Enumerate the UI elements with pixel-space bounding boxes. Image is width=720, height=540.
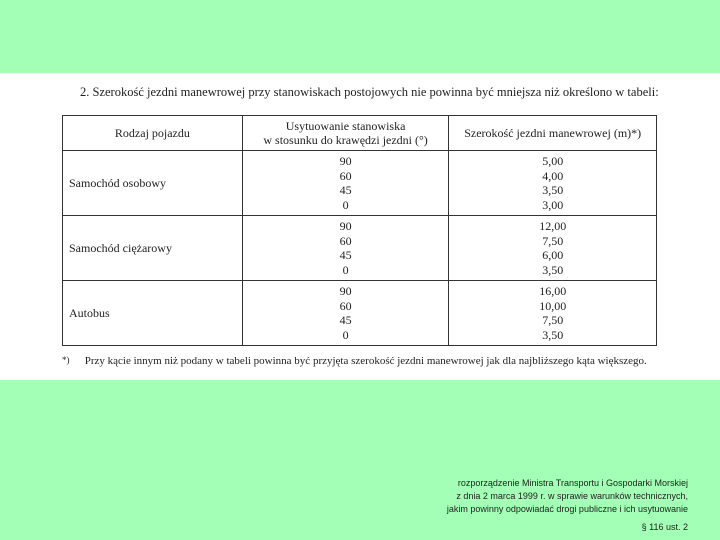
width-cell xyxy=(449,151,657,216)
angle-cell xyxy=(242,151,449,216)
vehicle-cell: Samochód osobowy xyxy=(63,151,243,216)
maneuver-width-table xyxy=(62,115,657,346)
angle-value: 0 xyxy=(342,262,349,277)
angle-cell xyxy=(242,281,449,346)
angle-value: 60 xyxy=(339,168,352,183)
width-value: 3,50 xyxy=(542,262,564,277)
header-vehicle-type: Rodzaj pojazdu xyxy=(63,116,243,151)
angle-value: 0 xyxy=(342,327,349,342)
angle-value: 45 xyxy=(339,313,352,327)
caption-line: jakim powinny odpowiadać drogi publiczne i ich usytuowanie xyxy=(446,504,688,514)
document-heading: 2. Szerokość jezdni manewrowej przy stanowiskach postojowych nie powinna być mniejsza niż określono w tabeli: xyxy=(80,85,659,99)
angle-value: 90 xyxy=(339,154,352,168)
table-row xyxy=(63,151,657,216)
angle-value: 45 xyxy=(339,183,352,197)
width-value: 7,50 xyxy=(542,233,564,248)
angle-value: 90 xyxy=(339,219,352,233)
width-cell xyxy=(449,216,657,281)
vehicle-cell: Autobus xyxy=(63,281,243,346)
header-width: Szerokość jezdni manewrowej (m)*) xyxy=(449,116,657,151)
width-value: 16,00 xyxy=(539,284,567,298)
table-footnote xyxy=(62,355,647,367)
header-position xyxy=(242,116,449,151)
angle-value: 60 xyxy=(339,298,352,313)
footnote-mark: *) xyxy=(62,355,70,365)
angle-value: 60 xyxy=(339,233,352,248)
width-value: 10,00 xyxy=(539,298,567,313)
angle-cell xyxy=(242,216,449,281)
width-value: 3,50 xyxy=(542,327,564,342)
source-caption xyxy=(447,477,688,534)
table-header-row xyxy=(63,116,657,151)
caption-reference: § 116 ust. 2 xyxy=(641,522,688,532)
angle-value: 90 xyxy=(339,284,352,298)
caption-line: z dnia 2 marca 1999 r. w sprawie warunków technicznych, xyxy=(456,491,688,501)
caption-line: rozporządzenie Ministra Transportu i Gospodarki Morskiej xyxy=(457,478,688,488)
document-scan xyxy=(0,73,720,380)
header-position-line1: Usytuowanie stanowiska xyxy=(285,119,406,133)
width-value: 3,50 xyxy=(542,183,564,197)
width-cell xyxy=(449,281,657,346)
width-value: 3,00 xyxy=(542,197,564,212)
width-value: 5,00 xyxy=(542,154,564,168)
table-row xyxy=(63,216,657,281)
width-value: 4,00 xyxy=(542,168,564,183)
table-row xyxy=(63,281,657,346)
angle-value: 45 xyxy=(339,248,352,262)
width-value: 7,50 xyxy=(542,313,564,327)
vehicle-cell: Samochód ciężarowy xyxy=(63,216,243,281)
angle-value: 0 xyxy=(342,197,349,212)
header-position-line2: w stosunku do krawędzi jezdni (°) xyxy=(263,133,428,147)
width-value: 12,00 xyxy=(539,219,567,233)
footnote-text: Przy kącie innym niż podany w tabeli powinna być przyjęta szerokość jezdni manewrowej jak dla najbliższego kąta większego. xyxy=(84,355,647,367)
width-value: 6,00 xyxy=(542,248,564,262)
